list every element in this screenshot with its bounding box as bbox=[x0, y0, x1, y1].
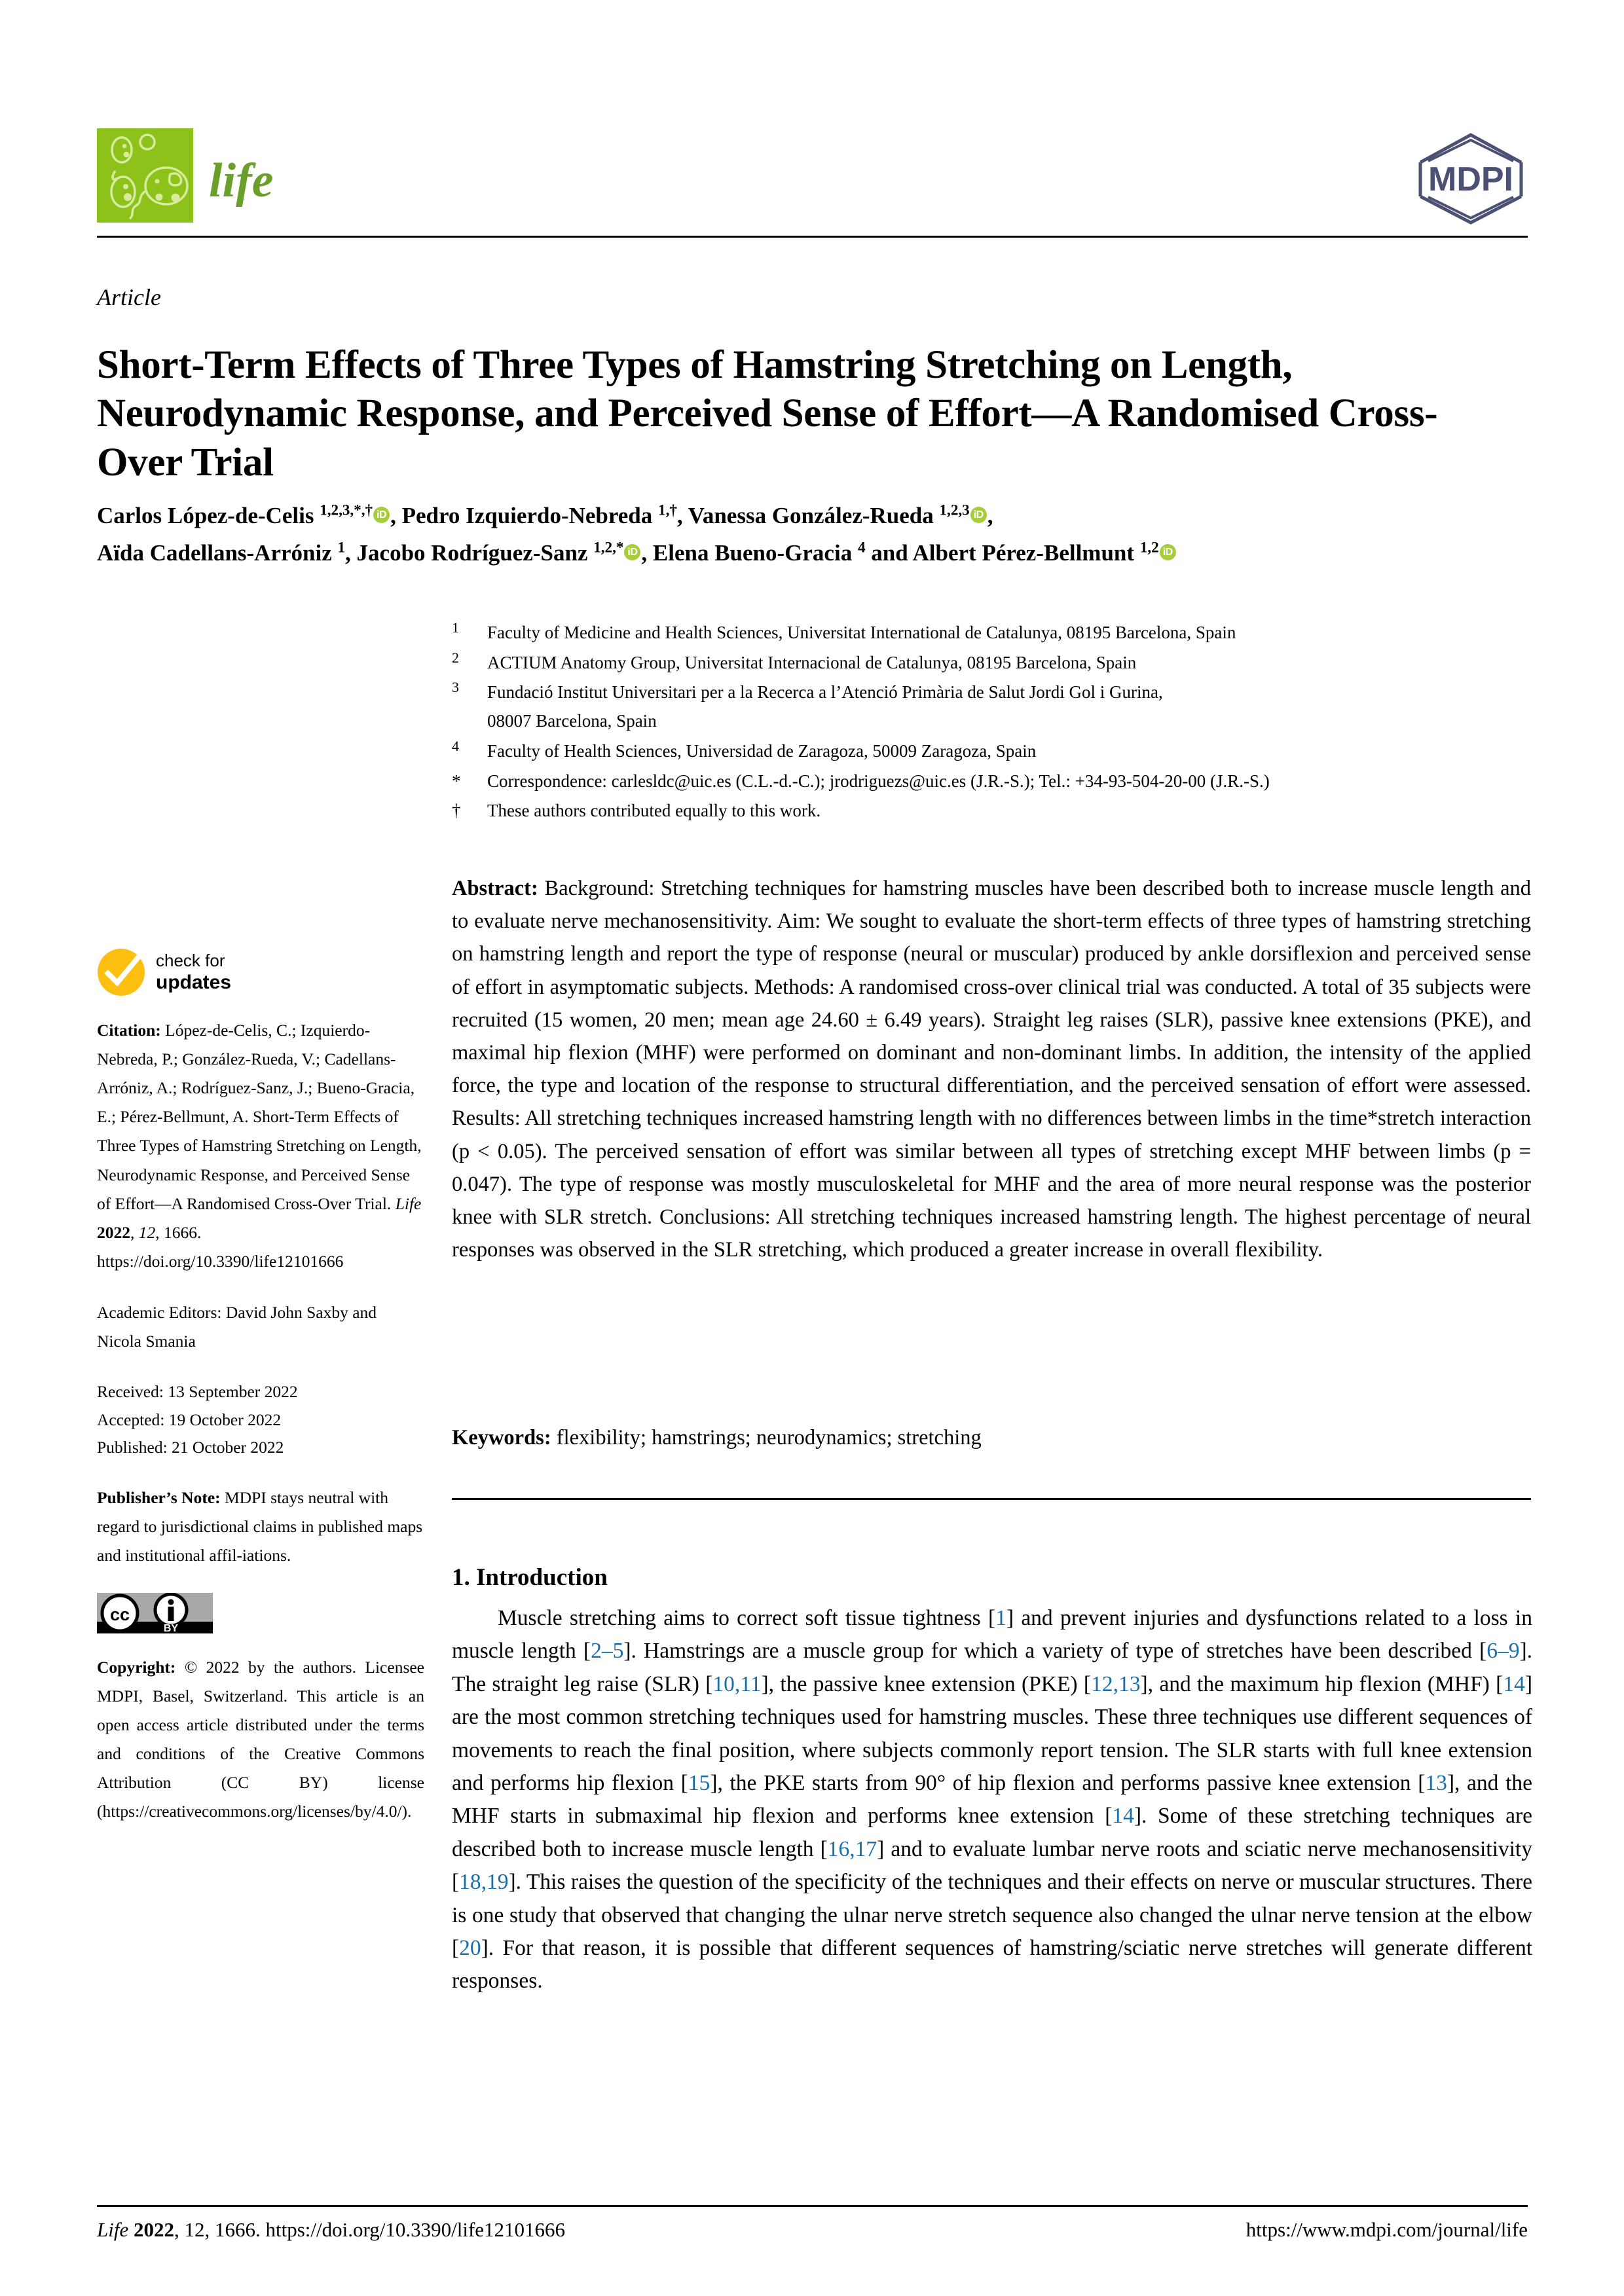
citation-doi-link[interactable]: https://doi.org/10.3390/life12101666 bbox=[97, 1251, 344, 1271]
body-text: Muscle stretching aims to correct soft tissue tightness [ bbox=[498, 1606, 996, 1630]
page-header bbox=[97, 128, 1528, 233]
affiliation-row bbox=[452, 619, 1532, 647]
body-text: ]. For that reason, it is possible that different sequences of hamstring/sciatic nerve stretches will generate different responses. bbox=[452, 1936, 1532, 1994]
affiliation-marker: † bbox=[452, 801, 461, 821]
citation-label: Citation: bbox=[97, 1021, 161, 1040]
body-text: ], and the MHF starts in submaximal hip flexion and performs knee extension [ bbox=[452, 1771, 1533, 1829]
affiliation-marker: 3 bbox=[452, 679, 459, 696]
citation-reference-link[interactable]: 13 bbox=[1425, 1771, 1447, 1796]
citation-year: 2022 bbox=[97, 1222, 130, 1242]
academic-editors: Academic Editors: David John Saxby and Nicola Smania bbox=[97, 1302, 377, 1351]
publishers-note-text: MDPI stays neutral with regard to jurisdictional claims in published maps and institutional affil-iations. bbox=[97, 1488, 423, 1565]
author-name: Carlos López-de-Celis bbox=[97, 503, 320, 528]
citation-reference-link[interactable]: 15 bbox=[688, 1771, 710, 1796]
author-affiliation-marker: 1,† bbox=[658, 501, 677, 519]
author-line-1 bbox=[97, 498, 1538, 535]
author-affiliation-marker: 1,2,3 bbox=[939, 501, 970, 519]
citation-reference-link[interactable]: 12,13 bbox=[1091, 1671, 1141, 1696]
body-text: ], the PKE starts from 90° of hip flexion and performs passive knee extension [ bbox=[710, 1771, 1426, 1796]
keywords-label: Keywords: bbox=[452, 1426, 551, 1449]
affiliation-row bbox=[452, 649, 1532, 678]
body-text: ], and the maximum hip flexion (MHF) [ bbox=[1140, 1671, 1504, 1696]
publishers-note bbox=[97, 1484, 424, 1570]
author-list bbox=[97, 498, 1538, 572]
citation-reference-link[interactable]: 14 bbox=[1503, 1671, 1525, 1696]
affiliation-text: Correspondence: carlesldc@uic.es (C.L.-d.-C.); jrodriguezs@uic.es (J.R.-S.); Tel.: +34-93-504-20-00 (J.R.-S.) bbox=[487, 771, 1270, 791]
author-name: Aïda Cadellans-Arróniz bbox=[97, 539, 338, 566]
author-name: Elena Bueno-Gracia bbox=[652, 539, 858, 566]
copyright-label: Copyright: bbox=[97, 1657, 176, 1677]
author-separator: , bbox=[345, 539, 357, 566]
publication-date: Accepted: 19 October 2022 bbox=[97, 1410, 282, 1429]
publication-date: Received: 13 September 2022 bbox=[97, 1382, 298, 1402]
abstract-block bbox=[452, 872, 1531, 1266]
body-text: ], the passive knee extension (PKE) [ bbox=[761, 1671, 1092, 1696]
author-name: Vanessa González-Rueda bbox=[688, 503, 940, 528]
author-affiliation-marker: 1,2,* bbox=[593, 538, 624, 556]
creative-commons-by-icon[interactable] bbox=[97, 1593, 213, 1633]
check-for-updates-badge[interactable] bbox=[97, 948, 424, 996]
author-name: Pedro Izquierdo-Nebreda bbox=[401, 503, 659, 528]
citation-reference-link[interactable]: 20 bbox=[459, 1936, 481, 1961]
page-title: Short-Term Effects of Three Types of Hamstring Stretching on Length, Neurodynamic Response, and Perceived Sense of Effort—A Randomised Cross-Over Trial bbox=[97, 342, 1438, 484]
abstract-label: Abstract: bbox=[452, 877, 538, 900]
keywords-block bbox=[452, 1422, 1531, 1454]
check-mark-badge-icon bbox=[97, 948, 145, 996]
affiliation-text: Faculty of Medicine and Health Sciences, Universitat International de Catalunya, 08195 Barcelona, Spain bbox=[487, 623, 1236, 642]
affiliation-row bbox=[452, 678, 1532, 735]
citation-text: López-de-Celis, C.; Izquierdo-Nebreda, P.; González-Rueda, V.; Cadellans-Arróniz, A.; Rodríguez-Sanz, J.; Bueno-Gracia, E.; Pérez-Bellmunt, A. Short-Term Effects of Three Types of Hamstring Stretching on Length, Neurodynamic Response, and Perceived Sense of Effort—A Randomised Cross-Over Trial. bbox=[97, 1021, 422, 1213]
citation-journal: Life bbox=[395, 1194, 422, 1213]
cells-microorganisms-icon bbox=[97, 128, 193, 223]
header-divider bbox=[97, 236, 1528, 238]
author-separator: , bbox=[987, 503, 993, 528]
publication-dates bbox=[97, 1378, 424, 1461]
affiliation-list bbox=[452, 619, 1532, 827]
keywords-value: flexibility; hamstrings; neurodynamics; stretching bbox=[551, 1426, 982, 1449]
affiliation-row bbox=[452, 767, 1532, 796]
cc-text: cc bbox=[109, 1604, 130, 1624]
footer-divider bbox=[97, 2205, 1528, 2207]
check-for-updates-line2: updates bbox=[156, 971, 232, 993]
sidebar bbox=[97, 948, 424, 1848]
affiliation-text: ACTIUM Anatomy Group, Universitat Internacional de Catalunya, 08195 Barcelona, Spain bbox=[487, 652, 1137, 672]
by-text: BY bbox=[163, 1622, 179, 1633]
body-text: ]. Some of these stretching techniques are described both to increase muscle length [ bbox=[452, 1804, 1532, 1861]
journal-logo[interactable] bbox=[97, 128, 274, 223]
citation-reference-link[interactable]: 16,17 bbox=[827, 1836, 877, 1861]
body-text: ]. This raises the question of the specificity of the techniques and their effects on nerve or muscular structures. There is one study that observed that changing the ulnar nerve stretch sequence also changed the ulnar nerve tension at the elbow [ bbox=[452, 1870, 1532, 1961]
check-for-updates-label bbox=[156, 951, 231, 994]
citation-reference-link[interactable]: 18,19 bbox=[459, 1870, 509, 1895]
orcid-icon[interactable]: iD bbox=[624, 544, 640, 560]
copyright-text: © 2022 by the authors. Licensee MDPI, Basel, Switzerland. This article is an open access article distributed under the terms and conditions of the Creative Commons Attribution (CC BY) license (https://creativecommons.org/licenses/by/4.0/). bbox=[97, 1657, 424, 1821]
copyright-block bbox=[97, 1653, 424, 1827]
affiliation-text: These authors contributed equally to this work. bbox=[487, 801, 821, 821]
affiliation-marker: 2 bbox=[452, 649, 459, 666]
footer-year: 2022 bbox=[133, 2218, 174, 2241]
author-line-2 bbox=[97, 535, 1538, 572]
citation-reference-link[interactable]: 14 bbox=[1112, 1804, 1134, 1829]
citation-volume: 12 bbox=[138, 1222, 156, 1242]
citation-reference-link[interactable]: 1 bbox=[995, 1606, 1006, 1630]
author-separator: , bbox=[641, 539, 653, 566]
author-affiliation-marker: 1 bbox=[337, 538, 346, 556]
body-text: ]. The straight leg raise (SLR) [ bbox=[452, 1639, 1532, 1696]
footer-left bbox=[97, 2218, 565, 2242]
journal-title: life bbox=[209, 154, 274, 208]
affiliation-text-continued: 08007 Barcelona, Spain bbox=[487, 711, 657, 731]
citation-reference-link[interactable]: 2–5 bbox=[591, 1639, 624, 1664]
author-name: Albert Pérez-Bellmunt bbox=[912, 539, 1140, 566]
citation-reference-link[interactable]: 6–9 bbox=[1486, 1639, 1520, 1664]
mdpi-logo-text: MDPI bbox=[1428, 160, 1513, 198]
mdpi-logo[interactable] bbox=[1414, 131, 1528, 227]
affiliation-text: Faculty of Health Sciences, Universidad de Zaragoza, 50009 Zaragoza, Spain bbox=[487, 740, 1037, 761]
affiliation-row bbox=[452, 737, 1532, 766]
body-text: ] are the most common stretching techniques used for hamstring muscles. These three techniques use different sequences of movements to reach the final position, where subjects commonly report tension. The SLR starts with full knee extension and performs hip flexion [ bbox=[452, 1671, 1532, 1796]
affiliation-row bbox=[452, 797, 1532, 826]
citation-article-number: 1666 bbox=[164, 1222, 197, 1242]
footer-right-url[interactable]: https://www.mdpi.com/journal/life bbox=[1246, 2218, 1528, 2241]
body-text: ] and prevent injuries and dysfunctions related to a loss in muscle length [ bbox=[452, 1606, 1532, 1664]
abstract-body: Background: Stretching techniques for hamstring muscles have been described both to increase muscle length and to evaluate nerve mechanosensitivity. Aim: We sought to evaluate the short-term effects of three types of hamstring stretching on hamstring length and report the type of response (neural or muscular) produced by ankle dorsiflexion and perceived sense of effort in asymptomatic subjects. Methods: A randomised cross-over clinical trial was conducted. A total of 35 subjects were recruited (15 women, 20 men; mean age 24.60 ± 6.49 years). Straight leg raises (SLR), passive knee extensions (PKE), and maximal hip flexion (MHF) were performed on dominant and non-dominant limbs. In addition, the intensity of the applied force, the type and location of the response to structural differentiation, and the perceived sensation of effort were assessed. Results: All stretching techniques increased hamstring length with no differences between limbs in the time*stretch interaction (p < 0.05). The perceived sensation of effort was similar between all types of stretching except MHF between limbs (p = 0.047). The type of response was mostly musculoskeletal for MHF and the area of more neural response was the posterior knee with SLR stretch. Conclusions: All stretching techniques increased hamstring length. The highest percentage of neural responses was observed in the SLR stretching, which produced a greater increase in overall flexibility. bbox=[452, 877, 1531, 1262]
orcid-icon[interactable]: iD bbox=[373, 507, 390, 523]
affiliation-text: Fundació Institut Universitari per a la Recerca a l’Atenció Primària de Salut Jordi Gol i Gurina, 08007 Barcelona, Spain bbox=[487, 678, 1532, 735]
footer-citation-rest: , 12, 1666. https://doi.org/10.3390/life12101666 bbox=[174, 2218, 566, 2241]
introduction-paragraph bbox=[452, 1602, 1532, 1998]
page-footer bbox=[97, 2218, 1528, 2242]
author-separator: , bbox=[676, 503, 688, 528]
author-affiliation-marker: 4 bbox=[857, 538, 866, 556]
orcid-icon[interactable]: iD bbox=[970, 507, 987, 523]
body-text: ]. Hamstrings are a muscle group for which a variety of type of stretches have been described [ bbox=[623, 1639, 1487, 1664]
affiliation-marker: * bbox=[452, 771, 461, 791]
author-name: Jacobo Rodríguez-Sanz bbox=[356, 539, 594, 566]
footer-journal: Life bbox=[97, 2218, 129, 2241]
citation-block: Citation: López-de-Celis, C.; Izquierdo-Nebreda, P.; González-Rueda, V.; Cadellans-Arróniz, A.; Rodríguez-Sanz, J.; Bueno-Gracia, E.; Pérez-Bellmunt, A. Short-Term Effects of Three Types of Hamstring Stretching on Length, Neurodynamic Response, and Perceived Sense of Effort—A Randomised Cross-Over Trial. Life 2022, 12, 1666. https://doi.org/10.3390/life12101666 bbox=[97, 1021, 422, 1271]
check-for-updates-line1: check for bbox=[156, 950, 225, 970]
body-text: ] and to evaluate lumbar nerve roots and sciatic nerve mechanosensitivity [ bbox=[452, 1836, 1532, 1895]
author-separator: , bbox=[390, 503, 402, 528]
abstract-divider bbox=[452, 1498, 1531, 1500]
author-separator: and bbox=[865, 539, 913, 566]
publication-date: Published: 21 October 2022 bbox=[97, 1437, 284, 1457]
author-affiliation-marker: 1,2 bbox=[1139, 538, 1159, 556]
affiliation-marker: 1 bbox=[452, 619, 459, 636]
section-heading-introduction: 1. Introduction bbox=[452, 1564, 608, 1591]
author-affiliation-marker: 1,2,3,*,† bbox=[320, 501, 373, 519]
orcid-icon[interactable]: iD bbox=[1160, 544, 1176, 560]
publishers-note-label: Publisher’s Note: bbox=[97, 1488, 221, 1508]
citation-reference-link[interactable]: 10,11 bbox=[712, 1671, 762, 1696]
affiliation-marker: 4 bbox=[452, 737, 459, 754]
article-type-label: Article bbox=[97, 284, 161, 310]
